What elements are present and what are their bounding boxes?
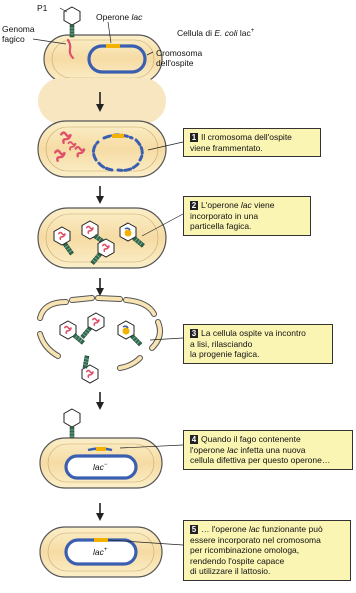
callout-step-3: 3 La cellula ospite va incontro a lisi, rilasciando la progenie fagica. [183,324,333,364]
label-operon: Operone lac [96,12,143,22]
step-number-4: 4 [191,435,197,444]
integrated-lac-operon [94,538,108,542]
label-chromosome-1: Cromosoma [156,48,203,58]
callout-step-4: 4 Quando il fago contenente l'operone lac infetta una nuova cellula difettiva per questo operone… [183,430,353,470]
cell-1 [44,35,162,83]
callout-step-5: 5 … l'operone lac funzionante può essere incorporato nel cromosoma per ricombinazione omologa, rendendo l'ospite capace di utilizzare il lattosio. [183,520,351,581]
lac-operon-fragment [112,134,124,138]
cell-1-shadow [38,78,166,124]
callout-step-1: 1 Il cromosoma dell'ospite viene frammentato. [183,128,321,157]
step-number-1: 1 [191,133,197,142]
step-number-5: 5 [191,525,197,534]
label-chromosome-2: dell'ospite [156,58,194,68]
incoming-lac-operon [96,447,106,451]
label-phage-genome-2: fagico [2,34,25,44]
label-p1: P1 [37,3,48,13]
callout-step-2: 2 L'operone lac viene incorporato in una particella fagica. [183,196,311,236]
label-lac-plus: lac+ [93,547,108,557]
label-lac-minus: lac− [93,462,108,472]
step-number-3: 3 [191,329,197,338]
step-number-2: 2 [191,201,197,210]
lysed-cell [40,298,160,383]
label-phage-genome-1: Genoma [2,24,35,34]
cell-2 [38,121,166,177]
cell-3 [38,208,166,268]
lac-operon-1 [106,44,120,48]
phage-infecting [64,409,80,439]
label-cell: Cellula di E. coli lac+ [177,28,255,38]
